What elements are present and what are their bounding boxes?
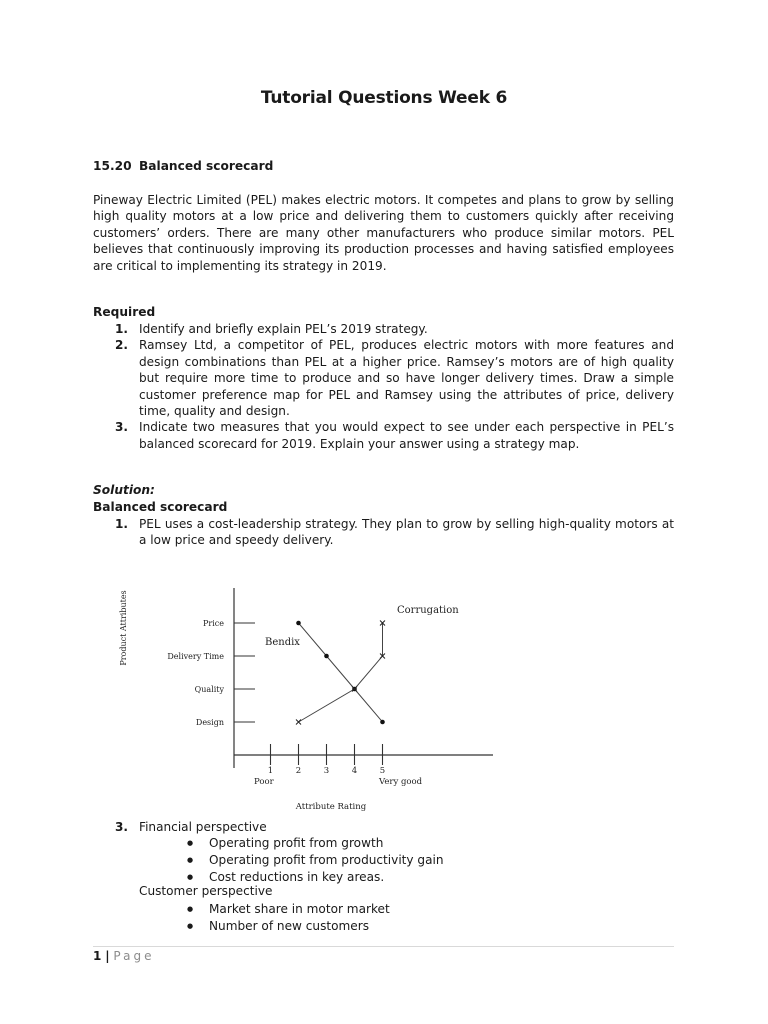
- list-text: Identify and briefly explain PEL’s 2019 strategy.: [139, 322, 428, 336]
- question-number: 15.20: [93, 159, 132, 173]
- customer-bullets: [185, 901, 390, 935]
- x-tick-label: 4: [351, 766, 358, 776]
- x-tick-label: 5: [379, 766, 386, 776]
- data-point-bendix: [324, 654, 329, 659]
- question-body: Pineway Electric Limited (PEL) makes electric motors. It competes and plans to grow by selling high quality motors at a low price and delivering them to customers quickly after receiving customers’ orders. There are many other manufacturers who produce similar motors. PEL believes that continuously improving its production processes and having satisfied employees are critical to implementing its strategy in 2019.: [93, 193, 674, 273]
- page-label: Page: [113, 949, 155, 963]
- list-item: [93, 819, 674, 835]
- list-number: 2.: [115, 338, 129, 353]
- solution-list-3: [93, 819, 674, 835]
- question-heading: [93, 159, 273, 173]
- list-item: ● Market share in motor market: [185, 901, 390, 918]
- required-label: Required: [93, 305, 156, 319]
- footer-divider: [93, 946, 674, 947]
- y-tick-label: Design: [195, 718, 224, 727]
- x-note-very-good: Very good: [379, 777, 423, 787]
- list-number: 3.: [115, 420, 129, 435]
- y-tick-label: Delivery Time: [167, 652, 224, 661]
- customer-perspective-label: Customer perspective: [139, 884, 273, 898]
- footer-separator: |: [105, 949, 110, 963]
- solution-list: [93, 516, 674, 549]
- legend-label-corrugation: Corrugation: [397, 605, 459, 616]
- y-tick-label: Price: [203, 619, 224, 628]
- y-tick-label: Quality: [194, 685, 224, 694]
- x-axis-label: Attribute Rating: [295, 802, 367, 812]
- list-item: [93, 419, 674, 452]
- x-tick-label: 1: [267, 766, 274, 776]
- list-item: [93, 321, 674, 337]
- data-point-bendix: [380, 720, 385, 725]
- x-note-poor: Poor: [254, 777, 274, 787]
- list-number: 3.: [115, 820, 129, 834]
- page-number: 1: [93, 949, 102, 963]
- y-axis-label: Product Attributes: [119, 590, 128, 666]
- list-text: PEL uses a cost-leadership strategy. They plan to grow by selling high-quality motors at a low price and speedy delivery.: [139, 517, 674, 548]
- list-item: ● Operating profit from growth: [185, 835, 444, 852]
- list-text: Ramsey Ltd, a competitor of PEL, produces electric motors with more features and design combinations than PEL at a higher price. Ramsey’s motors are of high quality but require more time to produce and so have longer delivery times. Draw a simple customer preference map for PEL and Ramsey using the attributes of price, delivery time, quality and design.: [139, 338, 674, 419]
- list-number: 1.: [115, 517, 129, 531]
- question-title: Balanced scorecard: [139, 159, 274, 173]
- data-point-corrugation: [296, 720, 301, 725]
- x-tick-label: 2: [295, 766, 302, 776]
- customer-preference-map: [110, 578, 530, 818]
- list-item: ● Cost reductions in key areas.: [185, 869, 444, 886]
- page-footer: [93, 949, 154, 963]
- list-item: ● Number of new customers: [185, 918, 390, 935]
- solution-label: Solution:: [93, 483, 155, 497]
- required-list: [93, 321, 674, 452]
- series-line-bendix: [299, 623, 383, 722]
- data-point-bendix: [296, 621, 301, 626]
- list-item: ● Operating profit from productivity gain: [185, 852, 444, 869]
- x-tick-label: 3: [323, 766, 330, 776]
- list-item: [93, 516, 674, 549]
- list-item: [93, 337, 674, 419]
- list-text: Indicate two measures that you would expect to see under each perspective in PEL’s balanced scorecard for 2019. Explain your answer using a strategy map.: [139, 420, 674, 451]
- solution-heading: Balanced scorecard: [93, 500, 228, 514]
- financial-perspective-label: Financial perspective: [139, 820, 267, 834]
- list-number: 1.: [115, 322, 129, 336]
- financial-bullets: [185, 835, 444, 886]
- page-title: Tutorial Questions Week 6: [260, 88, 508, 108]
- legend-label-bendix: Bendix: [265, 637, 300, 648]
